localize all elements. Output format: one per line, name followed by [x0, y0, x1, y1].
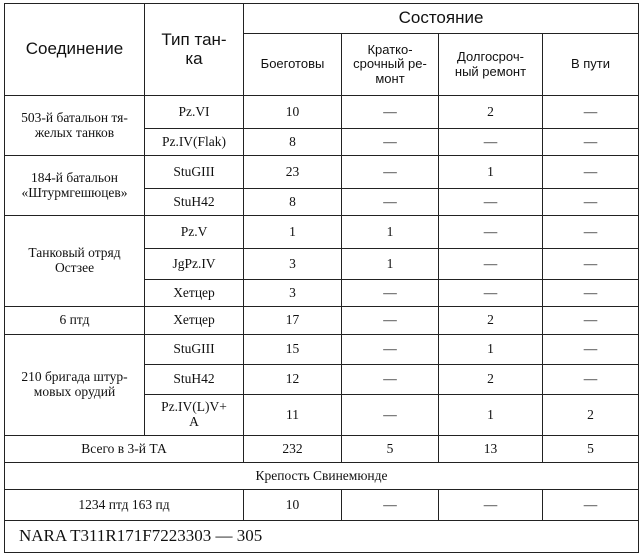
total-short: 5	[342, 436, 439, 463]
ready-cell: 15	[244, 335, 342, 365]
short-cell: —	[342, 96, 439, 129]
short-cell: 1	[342, 216, 439, 249]
ready-cell: 12	[244, 365, 342, 395]
fortress-ready: 10	[244, 490, 342, 521]
total-row	[5, 436, 639, 463]
unit-label: 503-й батальон тя-	[21, 109, 128, 125]
ready-cell: 11	[244, 395, 342, 436]
source-reference: NARA T311R171F7223303 — 305	[5, 521, 639, 553]
tank-type-cell	[145, 249, 244, 280]
tank-type-cell	[145, 156, 244, 189]
tank-type-label: Хетцер	[173, 284, 215, 300]
tank-type-label: A	[189, 414, 199, 429]
unit-label: 6 птд	[59, 312, 90, 328]
unit-cell	[5, 96, 145, 156]
tank-type-label: Pz.IV(L)V+	[161, 399, 227, 415]
tank-type-label: StuGIII	[173, 341, 215, 357]
ready-cell: 1	[244, 216, 342, 249]
fortress-transit: —	[543, 490, 639, 521]
transit-cell: —	[543, 96, 639, 129]
short-cell: —	[342, 395, 439, 436]
ready-cell: 17	[244, 307, 342, 335]
transit-cell: —	[543, 129, 639, 156]
fortress-short: —	[342, 490, 439, 521]
short-cell: —	[342, 280, 439, 307]
status-table	[4, 3, 639, 553]
unit-cell	[5, 216, 145, 307]
fortress-long: —	[439, 490, 543, 521]
unit-label: желых танков	[34, 124, 115, 140]
short-cell: —	[342, 335, 439, 365]
tank-type-cell	[145, 96, 244, 129]
header-in-transit: В пути	[543, 34, 639, 96]
unit-cell	[5, 156, 145, 216]
short-cell: —	[342, 189, 439, 216]
header-tank-type: Тип тан- ка	[145, 4, 244, 96]
tank-type-cell	[145, 129, 244, 156]
header-short-repair: Кратко- срочный ре- монт	[342, 34, 439, 96]
long-cell: 1	[439, 395, 543, 436]
tank-type-label: Pz.IV(Flak)	[161, 133, 227, 149]
transit-cell: —	[543, 216, 639, 249]
fortress-row	[5, 490, 639, 521]
tank-type-cell	[145, 307, 244, 335]
header-ready: Боеготовы	[244, 34, 342, 96]
long-cell: 2	[439, 96, 543, 129]
short-cell: —	[342, 129, 439, 156]
unit-label: «Штурмгешюцев»	[21, 184, 128, 200]
header-status: Состояние	[244, 4, 639, 34]
long-cell: —	[439, 189, 543, 216]
short-cell: —	[342, 156, 439, 189]
unit-label: Остзее	[54, 260, 95, 275]
ready-cell: 8	[244, 129, 342, 156]
transit-cell: 2	[543, 395, 639, 436]
table-row	[5, 307, 639, 335]
tank-type-label: Pz.VI	[178, 103, 210, 119]
tank-type-label: JgPz.IV	[172, 255, 216, 271]
header-long-repair: Долгосроч- ный ремонт	[439, 34, 543, 96]
transit-cell: —	[543, 365, 639, 395]
ready-cell: 23	[244, 156, 342, 189]
transit-cell: —	[543, 307, 639, 335]
table-row	[5, 96, 639, 129]
total-label: Всего в 3-й ТА	[5, 436, 244, 463]
unit-label: мовых орудий	[33, 384, 116, 399]
short-cell: —	[342, 307, 439, 335]
ready-cell: 3	[244, 249, 342, 280]
long-cell: 2	[439, 365, 543, 395]
table-row	[5, 335, 639, 365]
source-row	[5, 521, 639, 553]
tank-type-cell	[145, 280, 244, 307]
transit-cell: —	[543, 249, 639, 280]
transit-cell: —	[543, 189, 639, 216]
long-cell: —	[439, 280, 543, 307]
unit-cell	[5, 335, 145, 436]
fortress-label: Крепость Свинемюнде	[5, 463, 639, 490]
tank-type-cell	[145, 395, 244, 436]
tank-type-cell	[145, 365, 244, 395]
total-transit: 5	[543, 436, 639, 463]
short-cell: 1	[342, 249, 439, 280]
total-ready: 232	[244, 436, 342, 463]
fortress-unit: 1234 птд 163 пд	[5, 490, 244, 521]
unit-label: 210 бригада штур-	[21, 369, 128, 385]
fortress-header-row	[5, 463, 639, 490]
tank-type-label: Pz.V	[180, 223, 208, 239]
long-cell: —	[439, 249, 543, 280]
tank-type-label: Хетцер	[173, 312, 215, 328]
tank-type-label: StuGIII	[173, 163, 215, 179]
long-cell: 1	[439, 335, 543, 365]
tank-type-label: StuH42	[173, 193, 215, 209]
tank-type-label: StuH42	[173, 371, 215, 387]
unit-label: 184-й батальон	[31, 169, 118, 185]
transit-cell: —	[543, 280, 639, 307]
tank-type-cell	[145, 335, 244, 365]
ready-cell: 8	[244, 189, 342, 216]
table-row	[5, 156, 639, 189]
unit-cell	[5, 307, 145, 335]
table-row	[5, 216, 639, 249]
transit-cell: —	[543, 335, 639, 365]
long-cell: 2	[439, 307, 543, 335]
unit-label: Танковый отряд	[28, 245, 121, 261]
tank-type-cell	[145, 189, 244, 216]
header-formation: Соединение	[5, 4, 145, 96]
long-cell: —	[439, 129, 543, 156]
long-cell: 1	[439, 156, 543, 189]
short-cell: —	[342, 365, 439, 395]
ready-cell: 3	[244, 280, 342, 307]
total-long: 13	[439, 436, 543, 463]
long-cell: —	[439, 216, 543, 249]
tank-type-cell	[145, 216, 244, 249]
ready-cell: 10	[244, 96, 342, 129]
transit-cell: —	[543, 156, 639, 189]
